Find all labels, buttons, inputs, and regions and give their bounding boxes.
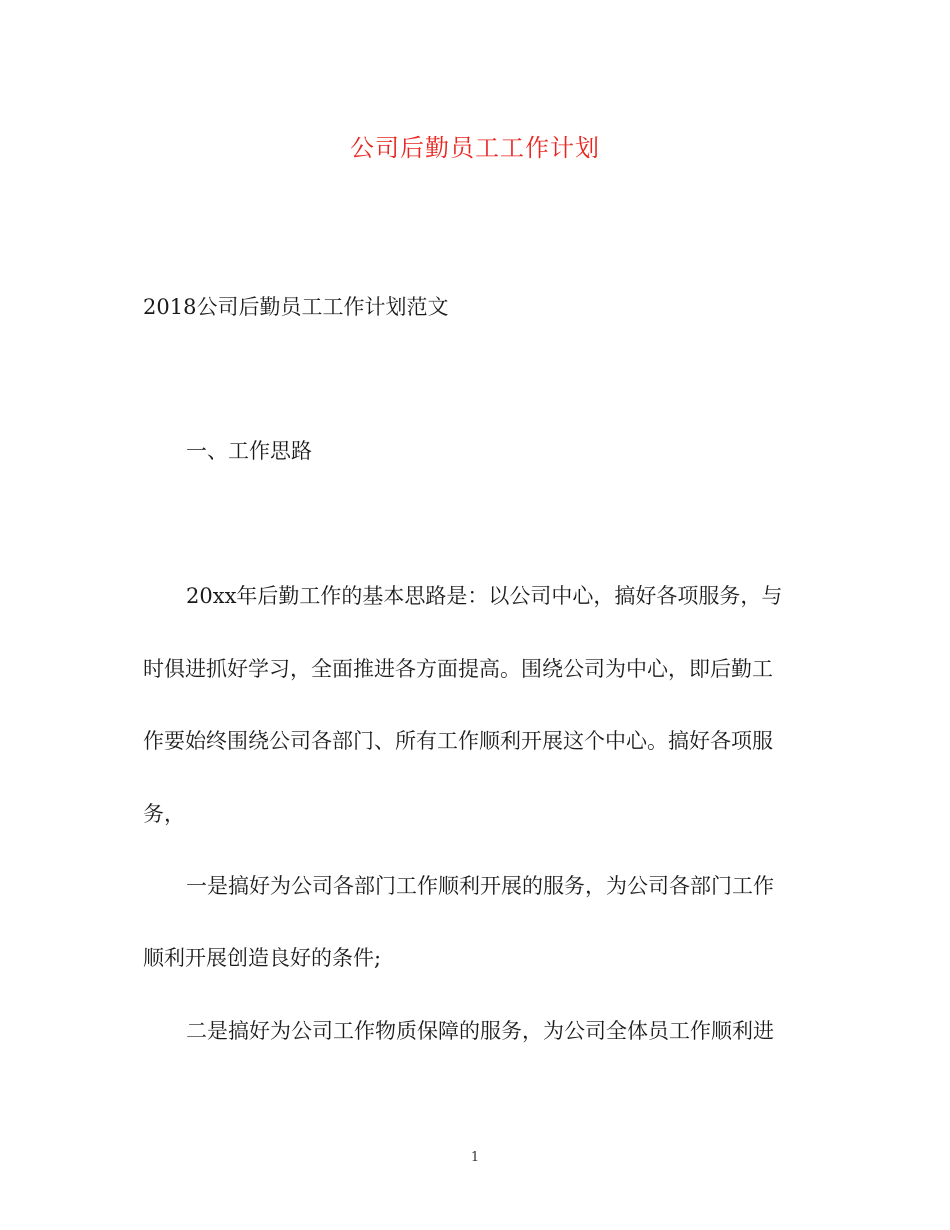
body-line: 20xx年后勤工作的基本思路是：以公司中心，搞好各项服务，与 [186,584,783,608]
document-subtitle: 2018公司后勤员工工作计划范文 [143,295,449,319]
section-heading: 一、工作思路 [186,439,312,463]
body-line: 顺利开展创造良好的条件; [143,946,382,970]
page-number: 1 [470,1150,480,1165]
body-line: 二是搞好为公司工作物质保障的服务，为公司全体员工作顺利进 [186,1019,774,1043]
body-line: 时俱进抓好学习，全面推进各方面提高。围绕公司为中心，即后勤工 [143,657,773,681]
body-line: 务， [143,802,185,826]
document-title: 公司后勤员工工作计划 [350,134,600,162]
body-line: 一是搞好为公司各部门工作顺利开展的服务，为公司各部门工作 [186,874,774,898]
body-line: 作要始终围绕公司各部门、所有工作顺利开展这个中心。搞好各项服 [143,729,773,753]
